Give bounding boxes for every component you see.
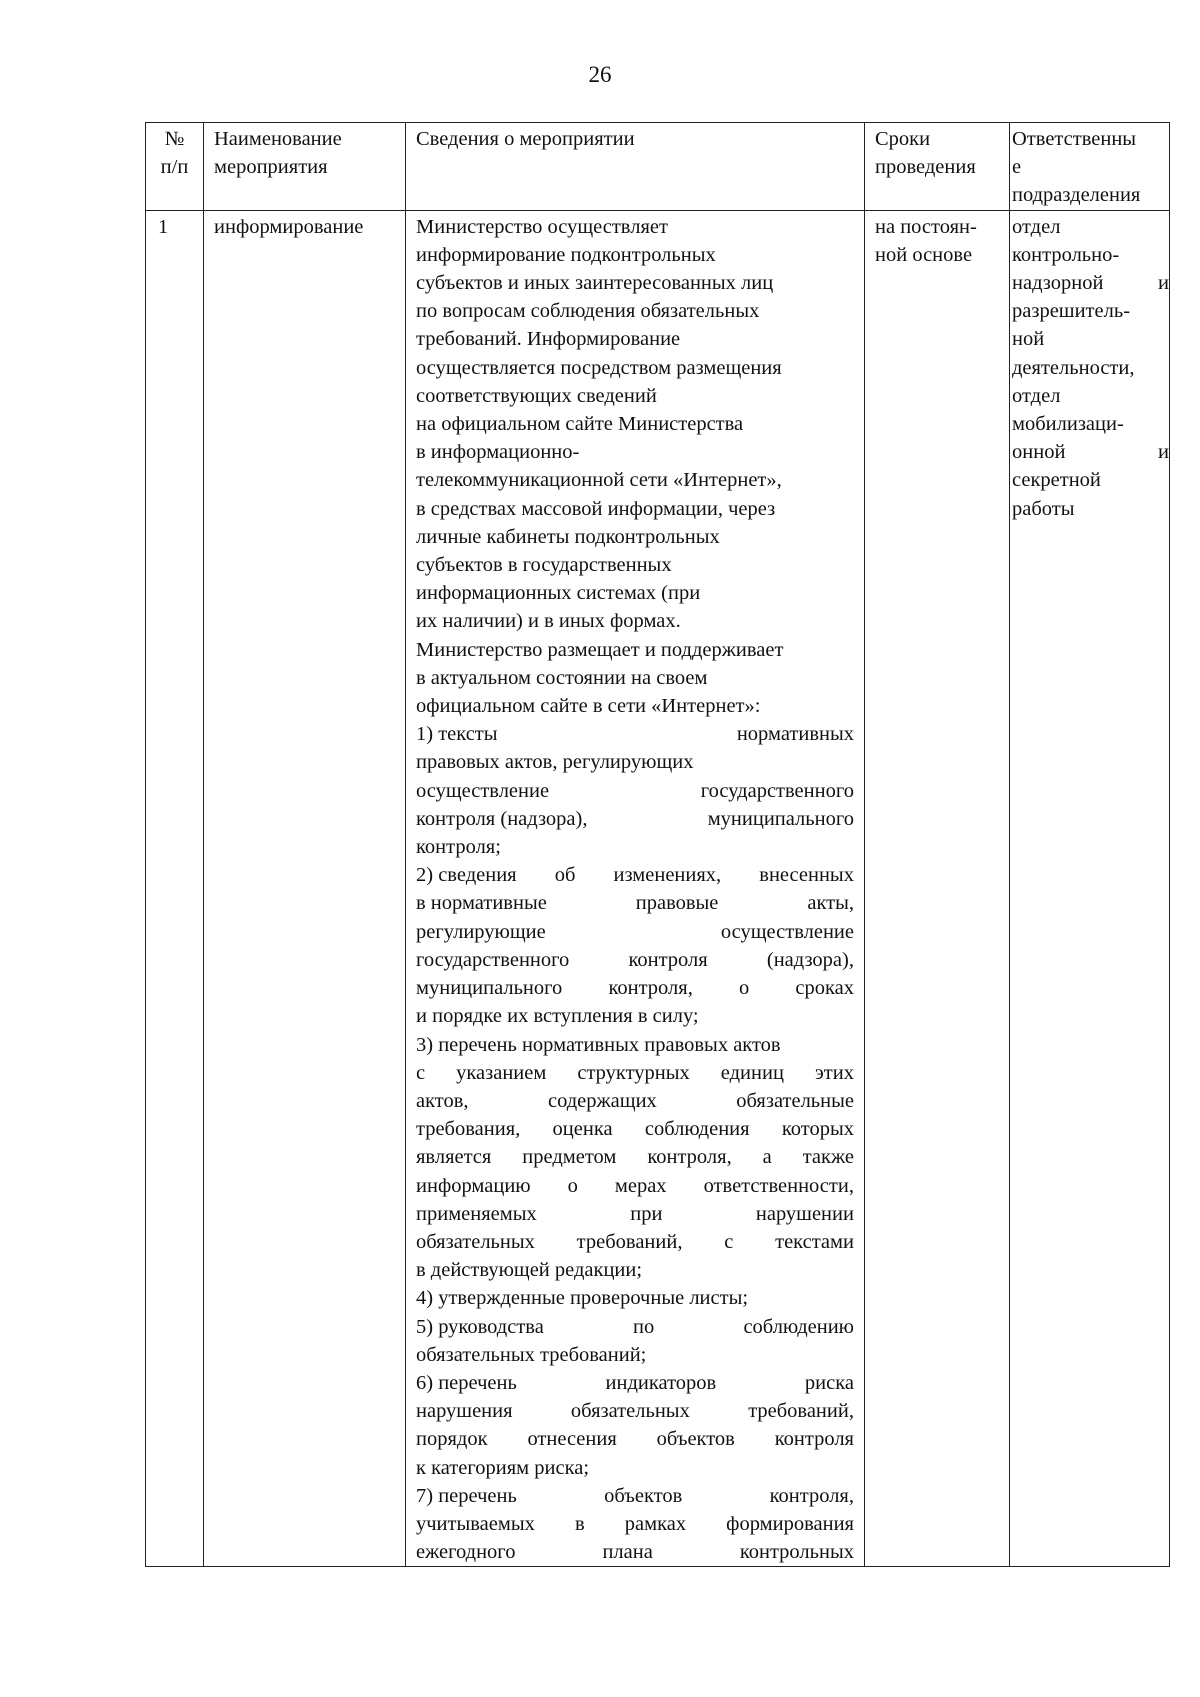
word: внесенных — [759, 864, 854, 887]
text-line — [416, 918, 854, 946]
text-line: в средствах массовой информации, через — [416, 497, 776, 520]
word: ответственности, — [703, 1174, 854, 1197]
row-dates — [865, 210, 1010, 1567]
text-line: правовых актов, регулирующих — [416, 751, 694, 774]
word: является — [416, 1146, 492, 1169]
text-line: мероприятия — [214, 156, 328, 179]
text-line: и порядке их вступления в силу; — [416, 1005, 699, 1028]
word: порядок — [416, 1428, 488, 1451]
text-line: в действующей редакции; — [416, 1259, 643, 1282]
word: правовые — [635, 892, 719, 915]
text-line — [416, 1200, 854, 1228]
text-line — [416, 1369, 854, 1397]
text-line — [416, 1397, 854, 1425]
word: о — [567, 1174, 578, 1197]
word: ежегодного — [416, 1541, 516, 1564]
table-header-row — [146, 123, 1170, 211]
word: требования, — [416, 1118, 521, 1141]
word: этих — [814, 1061, 854, 1084]
word: а — [762, 1146, 772, 1169]
word: контроля (надзора), — [416, 807, 588, 830]
header-dates — [865, 123, 1010, 211]
text-line — [1012, 269, 1169, 297]
text-line: Министерство осуществляет — [416, 215, 668, 238]
text-line: по вопросам соблюдения обязательных — [416, 300, 760, 323]
word: и — [1158, 272, 1169, 295]
word: контрольных — [739, 1541, 854, 1564]
text-line — [416, 1172, 854, 1200]
word: предметом — [522, 1146, 617, 1169]
word: об — [554, 864, 576, 887]
header-info — [406, 123, 865, 211]
word: контроля, — [647, 1146, 732, 1169]
text-line — [416, 946, 854, 974]
header-name — [204, 123, 406, 211]
text-line — [1012, 438, 1169, 466]
word: содержащих — [547, 1089, 657, 1112]
text-line: разрешитель- — [1012, 300, 1131, 323]
text-line: соответствующих сведений — [416, 384, 657, 407]
text-line: Министерство размещает и поддерживает — [416, 638, 784, 661]
word: информацию — [416, 1174, 531, 1197]
word: государственного — [416, 948, 570, 971]
text-line: телекоммуникационной сети «Интернет», — [416, 469, 782, 492]
word: в — [574, 1512, 585, 1535]
text-line — [416, 1059, 854, 1087]
page-number: 26 — [588, 62, 612, 87]
word: о — [738, 977, 750, 1000]
word: обязательных — [570, 1400, 690, 1423]
word: онной — [1012, 441, 1066, 464]
word: соблюдению — [743, 1315, 854, 1338]
text-line: отдел — [1012, 384, 1061, 407]
word: 2) сведения — [416, 864, 517, 887]
word: мерах — [614, 1174, 667, 1197]
text-line — [416, 777, 854, 805]
word: плана — [602, 1541, 653, 1564]
text-line: ной основе — [875, 243, 973, 266]
word: (надзора), — [766, 948, 854, 971]
row-num: 1 — [146, 210, 204, 1567]
text-line: субъектов в государственных — [416, 554, 672, 577]
text-line: официальном сайте в сети «Интернет»: — [416, 695, 761, 718]
word: индикаторов — [605, 1371, 717, 1394]
text-line: на официальном сайте Министерства — [416, 413, 744, 436]
text-line: требований. Информирование — [416, 328, 681, 351]
word: риска — [804, 1371, 854, 1394]
word: требований, — [748, 1400, 854, 1423]
word: контроля — [628, 948, 708, 971]
row-name: информирование — [204, 210, 406, 1567]
text-line: осуществляется посредством размещения — [416, 356, 782, 379]
word: формирования — [726, 1512, 854, 1535]
row-responsible — [1010, 210, 1170, 1567]
word: которых — [781, 1118, 854, 1141]
text-line: информирование подконтрольных — [416, 243, 716, 266]
word: по — [633, 1315, 655, 1338]
word: также — [802, 1146, 854, 1169]
word: контроля — [774, 1428, 854, 1451]
word: единиц — [720, 1061, 784, 1084]
text-line — [416, 1143, 854, 1171]
word: обязательные — [736, 1089, 854, 1112]
word: контроля, — [769, 1484, 854, 1507]
word: нарушения — [416, 1400, 513, 1423]
text-line: е — [1012, 156, 1022, 179]
text-line: личные кабинеты подконтрольных — [416, 525, 720, 548]
text-line: 4) утвержденные проверочные листы; — [416, 1287, 749, 1310]
text-line: проведения — [875, 156, 976, 179]
word: отнесения — [527, 1428, 617, 1451]
text-line — [416, 720, 854, 748]
text-line: на постоян- — [875, 215, 977, 238]
text-line: Ответственны — [1012, 128, 1137, 150]
text-line — [416, 974, 854, 1002]
text-line: контроля; — [416, 836, 501, 859]
text-line: мобилизаци- — [1012, 413, 1124, 436]
word: обязательных — [416, 1230, 535, 1253]
word: нарушении — [755, 1202, 854, 1225]
text-line — [416, 1482, 854, 1510]
word: муниципального — [707, 807, 854, 830]
word: оценка — [552, 1118, 613, 1141]
word: объектов — [604, 1484, 683, 1507]
word: сроках — [795, 977, 854, 1000]
text-line: № — [164, 128, 185, 150]
word: изменениях, — [613, 864, 722, 887]
word: структурных — [577, 1061, 690, 1084]
word: объектов — [656, 1428, 735, 1451]
table-row — [146, 210, 1170, 1567]
events-table — [145, 122, 1170, 1567]
text-line — [416, 1228, 854, 1256]
text-line: 3) перечень нормативных правовых актов — [416, 1033, 781, 1056]
text-line — [416, 1425, 854, 1453]
word: в нормативные — [416, 892, 547, 915]
text-line: к категориям риска; — [416, 1456, 590, 1479]
text-line — [416, 861, 854, 889]
row-info — [406, 210, 865, 1567]
text-line: п/п — [160, 156, 189, 179]
text-line: ной — [1012, 328, 1045, 351]
text-line: деятельности, — [1012, 356, 1135, 379]
text-line: секретной — [1012, 469, 1101, 492]
text-line: работы — [1012, 497, 1075, 520]
word: с — [416, 1061, 426, 1084]
text-line: субъектов и иных заинтересованных лиц — [416, 272, 774, 295]
word: применяемых — [416, 1202, 537, 1225]
word: нормативных — [736, 723, 854, 746]
word: осуществление — [416, 779, 550, 802]
word: с — [724, 1230, 734, 1253]
header-responsible — [1010, 123, 1170, 211]
word: осуществление — [720, 920, 854, 943]
word: 1) тексты — [416, 723, 498, 746]
word: указанием — [456, 1061, 547, 1084]
word: надзорной — [1012, 272, 1104, 295]
word: акты, — [807, 892, 854, 915]
header-num — [146, 123, 204, 211]
word: 6) перечень — [416, 1371, 517, 1394]
word: рамках — [624, 1512, 687, 1535]
text-line: Наименование — [214, 128, 342, 150]
text-line: информационных системах (при — [416, 582, 701, 605]
word: актов, — [416, 1089, 469, 1112]
text-line: в информационно- — [416, 441, 580, 464]
text-line: контрольно- — [1012, 243, 1120, 266]
word: регулирующие — [416, 920, 546, 943]
text-line — [416, 1510, 854, 1538]
text-line: Сведения о мероприятии — [416, 128, 635, 150]
word: и — [1158, 441, 1169, 464]
text-line: в актуальном состоянии на своем — [416, 666, 708, 689]
text-line: подразделения — [1012, 184, 1141, 207]
word: учитываемых — [416, 1512, 535, 1535]
text-line: их наличии) и в иных формах. — [416, 610, 681, 633]
text-line — [416, 1087, 854, 1115]
word: государственного — [700, 779, 854, 802]
word: соблюдения — [644, 1118, 750, 1141]
text-line: Сроки — [875, 128, 931, 150]
text-line — [416, 1538, 854, 1566]
text-line — [416, 1313, 854, 1341]
word: при — [630, 1202, 663, 1225]
text-line: отдел — [1012, 215, 1061, 238]
word: требований, — [576, 1230, 683, 1253]
word: текстами — [775, 1230, 854, 1253]
word: контроля, — [608, 977, 693, 1000]
text-line — [416, 1115, 854, 1143]
word: муниципального — [416, 977, 563, 1000]
text-line: обязательных требований; — [416, 1343, 647, 1366]
text-line — [416, 889, 854, 917]
word: 5) руководства — [416, 1315, 544, 1338]
text-line — [416, 805, 854, 833]
word: 7) перечень — [416, 1484, 517, 1507]
